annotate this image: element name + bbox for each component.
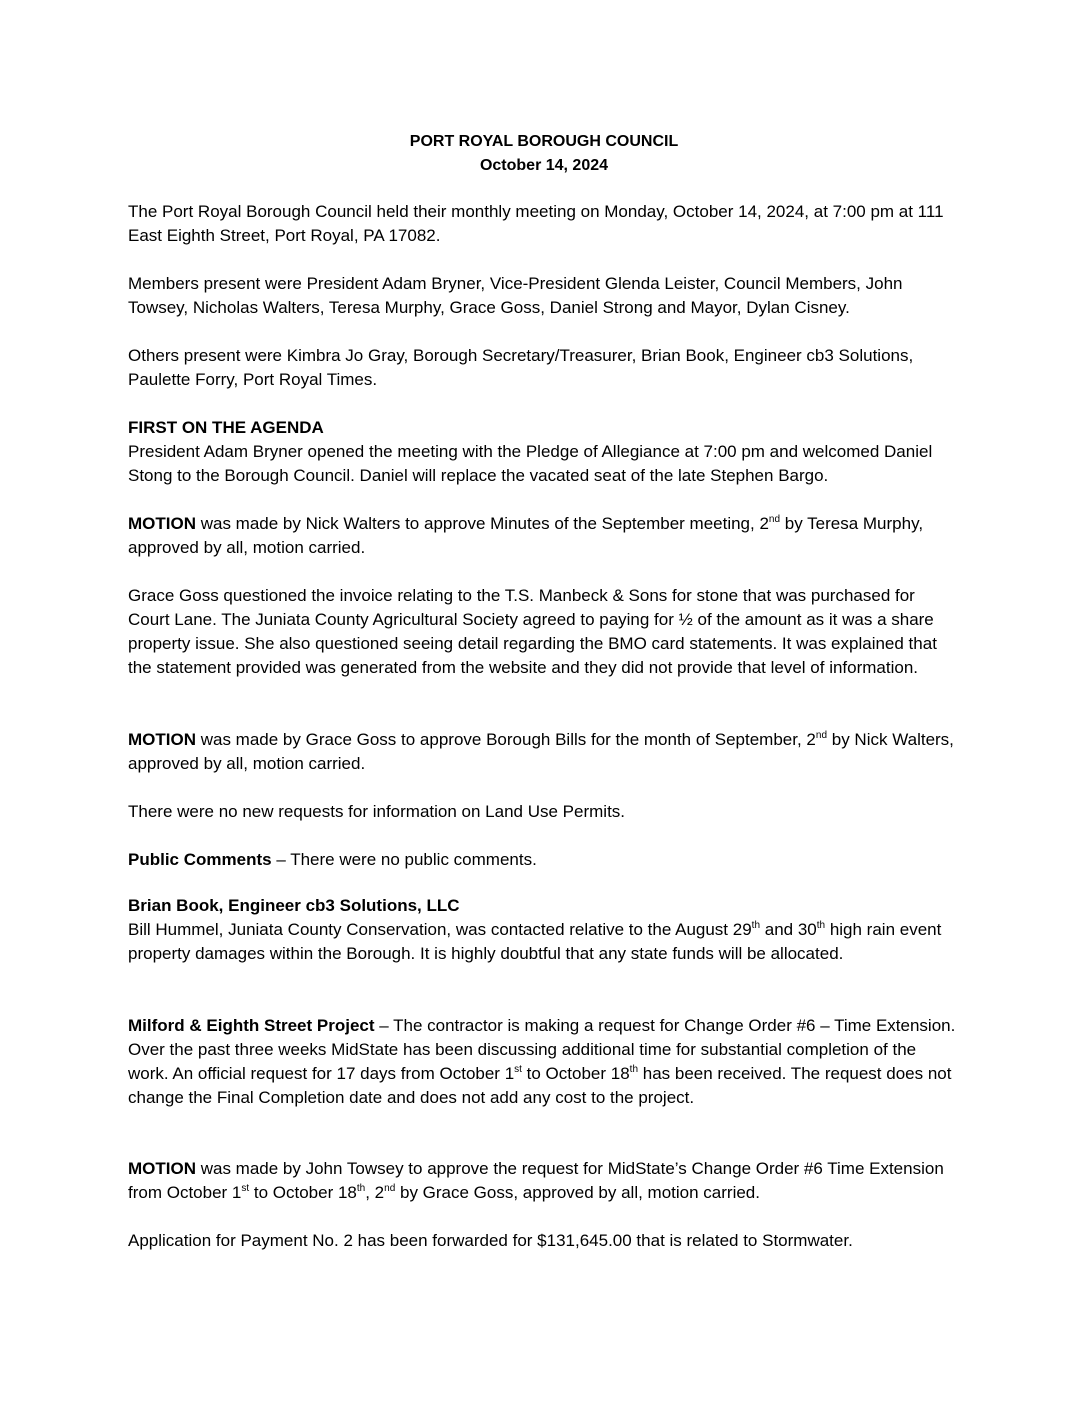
- milford-project-paragraph: [128, 1014, 958, 1110]
- document-header: [0, 130, 1088, 178]
- others-present-paragraph: Others present were Kimbra Jo Gray, Borough Secretary/Treasurer, Brian Book, Engineer cb3 Solutions, Paulette Forry, Port Royal Times.: [128, 346, 914, 389]
- engineer-section: [128, 894, 958, 966]
- motion-label: MOTION: [128, 730, 196, 749]
- land-use-paragraph: There were no new requests for information on Land Use Permits.: [128, 802, 626, 821]
- members-present-paragraph: Members present were President Adam Bryner, Vice-President Glenda Leister, Council Members, John Towsey, Nicholas Walters, Teresa Murphy, Grace Goss, Daniel Strong and Mayor, Dylan Cisney.: [128, 274, 903, 317]
- public-comments-text: – There were no public comments.: [271, 850, 537, 869]
- public-comments-label: Public Comments: [128, 850, 272, 869]
- motion-label: MOTION: [128, 514, 196, 533]
- public-comments-paragraph: [128, 848, 958, 872]
- ordinal-suffix: nd: [384, 1183, 396, 1194]
- ordinal-suffix: th: [629, 1064, 639, 1075]
- motion-label: MOTION: [128, 1159, 196, 1178]
- engineer-text-part: high rain event property damages within the Borough. It is highly doubtful that any state funds will be allocated.: [128, 920, 942, 963]
- ordinal-suffix: st: [514, 1064, 522, 1075]
- meeting-date: October 14, 2024: [479, 157, 609, 174]
- engineer-text-part: and 30: [760, 920, 817, 939]
- ordinal-suffix: th: [356, 1183, 366, 1194]
- invoice-discussion-paragraph: Grace Goss questioned the invoice relating to the T.S. Manbeck & Sons for stone that was purchased for Court Lane. The Juniata County Agricultural Society agreed to paying for ½ of the amount as it was a share property issue. She also questioned seeing detail regarding the BMO card statements. It was explained that the statement provided was generated from the website and they did not provide that level of information.: [128, 586, 937, 677]
- motion-text: was made by Grace Goss to approve Borough Bills for the month of September, 2: [196, 730, 816, 749]
- motion-text: , 2: [365, 1183, 385, 1202]
- council-title: PORT ROYAL BOROUGH COUNCIL: [409, 133, 679, 150]
- agenda-text: President Adam Bryner opened the meeting with the Pledge of Allegiance at 7:00 pm and welcomed Daniel Stong to the Borough Council. Daniel will replace the vacated seat of the late Stephen Bargo.: [128, 442, 933, 485]
- ordinal-suffix: th: [816, 920, 826, 931]
- ordinal-suffix: nd: [815, 730, 828, 741]
- motion-text: to October 18: [249, 1183, 357, 1202]
- milford-text-part: to October 18: [521, 1064, 630, 1083]
- motion-text: by Grace Goss, approved by all, motion carried.: [395, 1183, 760, 1202]
- motion-text: by Teresa Murphy, approved by all, motion carried.: [128, 514, 924, 557]
- motion-text: was made by John Towsey to approve the request for MidState’s Change Order #6 Time Extension from October 1: [128, 1159, 944, 1202]
- motion-change-order-paragraph: [128, 1157, 958, 1205]
- milford-project-label: Milford & Eighth Street Project: [128, 1016, 375, 1035]
- milford-text-part: – The contractor is making a request for Change Order #6 – Time Extension. Over the past three weeks MidState has been discussing additional time for substantial completion of the work. An official request for 17 days from October 1: [128, 1016, 956, 1083]
- ordinal-suffix: st: [241, 1183, 250, 1194]
- agenda-section: [128, 416, 958, 488]
- motion-text: was made by Nick Walters to approve Minutes of the September meeting, 2: [196, 514, 769, 533]
- ordinal-suffix: th: [751, 920, 761, 931]
- intro-paragraph: The Port Royal Borough Council held their monthly meeting on Monday, October 14, 2024, at 7:00 pm at 111 East Eighth Street, Port Royal, PA 17082.: [128, 202, 944, 245]
- agenda-heading: FIRST ON THE AGENDA: [128, 418, 324, 437]
- motion-text: by Nick Walters, approved by all, motion carried.: [128, 730, 954, 773]
- payment-application-paragraph: Application for Payment No. 2 has been forwarded for $131,645.00 that is related to Stormwater.: [128, 1231, 853, 1250]
- engineer-text-part: Bill Hummel, Juniata County Conservation, was contacted relative to the August 29: [128, 920, 752, 939]
- engineer-heading: Brian Book, Engineer cb3 Solutions, LLC: [128, 896, 460, 915]
- motion-minutes-paragraph: [128, 512, 958, 560]
- engineer-text: [128, 918, 958, 966]
- motion-bills-paragraph: [128, 728, 958, 776]
- ordinal-suffix: nd: [768, 514, 781, 525]
- milford-text-part: has been received. The request does not change the Final Completion date and does not add any cost to the project.: [128, 1064, 952, 1107]
